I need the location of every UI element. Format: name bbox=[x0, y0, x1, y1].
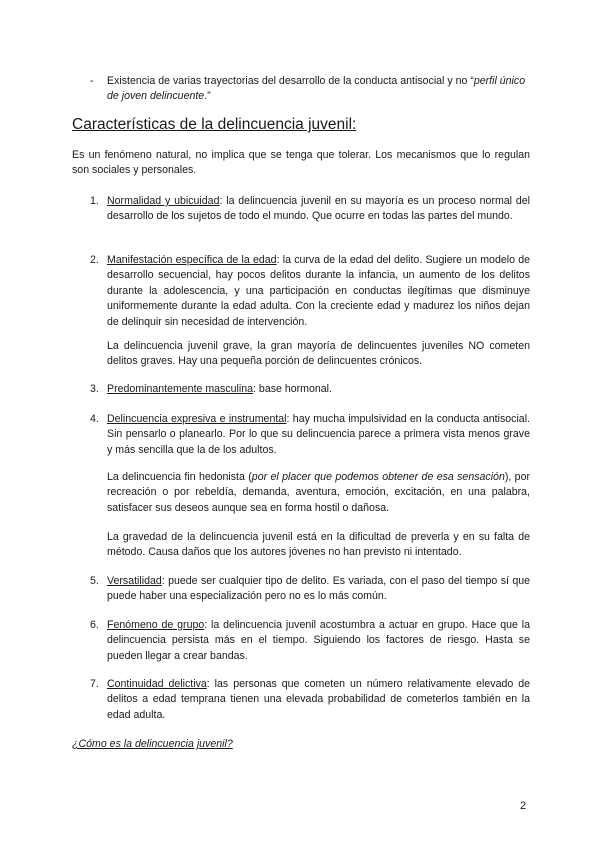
item-number: 5. bbox=[90, 575, 99, 587]
list-item-3 bbox=[90, 382, 530, 397]
item-number: 1. bbox=[90, 195, 99, 207]
item-term: Normalidad y ubicuidad bbox=[107, 195, 220, 207]
item-number: 3. bbox=[90, 383, 99, 395]
item-term: Predominantemente masculina bbox=[107, 383, 254, 395]
quote-close: .” bbox=[204, 90, 211, 103]
hedonist-text-end: ), por recreación o por rebeldía, demanda, aventura, emoción, excitación, en una palabra, satisfacer sus deseos aunque sea en forma hostil o dañosa. bbox=[107, 471, 530, 514]
bullet-item bbox=[90, 74, 530, 105]
item-number: 6. bbox=[90, 619, 99, 631]
item-text: : la curva de la edad del delito. Sugiere un modelo de desarrollo secuencial, hay pocos delitos durante la infancia, un aumento de los delitos durante la adolescencia, y una participación en conductas ilegítimas que disminuye uniformemente durante la edad adulta. Con la creciente edad y madurez los niños dejan de delinquir sin necesidad de intervención. bbox=[107, 254, 530, 328]
bullet-text: Existencia de varias trayectorias del desarrollo de la conducta antisocial y no bbox=[107, 75, 471, 87]
item-number: 7. bbox=[90, 678, 99, 690]
item-term: Versatilidad bbox=[107, 575, 162, 587]
item-4-hedonist-paragraph bbox=[107, 470, 530, 516]
item-text: : puede ser cualquier tipo de delito. Es variada, con el paso del tiempo sí que puede haber una especialización pero no es lo más común. bbox=[107, 575, 530, 603]
item-2-extra-paragraph: La delincuencia juvenil grave, la gran mayoría de delincuentes juveniles NO cometen delitos graves. Hay una pequeña porción de delincuentes crónicos. bbox=[107, 340, 530, 368]
hedonist-text-start: La delincuencia fin hedonista ( bbox=[107, 471, 252, 483]
list-item-5 bbox=[90, 574, 530, 605]
item-text: : hay mucha impulsividad en la conducta antisocial. Sin pensarlo o planearlo. Por lo que su delincuencia parece a primera vista menos grave y más sencilla que la de los adultos. bbox=[107, 413, 530, 456]
item-text: : las personas que cometen un número relativamente elevado de delitos a edad temprana tienen una elevada probabilidad de cometerlos también en la edad adulta. bbox=[107, 678, 530, 721]
list-item-4 bbox=[90, 412, 530, 458]
intro-paragraph: Es un fenómeno natural, no implica que se tenga que tolerar. Los mecanismos que lo regulan son sociales y personales. bbox=[72, 149, 530, 177]
list-item-1 bbox=[90, 194, 530, 225]
item-4-gravity-paragraph: La gravedad de la delincuencia juvenil está en la dificultad de preverla y en su falta de método. Causa daños que los autores jóvenes no han previsto ni intentado. bbox=[107, 531, 530, 559]
item-term: Delincuencia expresiva e instrumental bbox=[107, 413, 287, 425]
list-item-6 bbox=[90, 618, 530, 664]
list-item-2 bbox=[90, 253, 530, 330]
list-item-7 bbox=[90, 677, 530, 723]
item-number: 2. bbox=[90, 254, 99, 266]
bullet-quote-italic: perfil único de joven delincuente bbox=[107, 75, 526, 103]
dash-marker: - bbox=[90, 75, 94, 87]
item-term: Fenómeno de grupo bbox=[107, 619, 205, 631]
item-text: : base hormonal. bbox=[253, 383, 332, 395]
item-text: : la delincuencia juvenil en su mayoría es un proceso normal del desarrollo de los sujetos de todo el mundo. Que ocurre en todas las partes del mundo. bbox=[107, 195, 530, 223]
question-heading: ¿Cómo es la delincuencia juvenil? bbox=[72, 738, 233, 750]
item-number: 4. bbox=[90, 413, 99, 425]
item-term: Continuidad delictiva bbox=[107, 678, 207, 690]
hedonist-italic: por el placer que podemos obtener de esa sensación bbox=[251, 471, 505, 483]
item-text: : la delincuencia juvenil acostumbra a actuar en grupo. Hace que la delincuencia persista más en el tiempo. Siguiendo los factores de riesgo. Hasta se pueden llegar a crear bandas. bbox=[107, 619, 530, 662]
section-heading: Características de la delincuencia juvenil: bbox=[72, 116, 357, 133]
quote-open: “ bbox=[470, 75, 474, 87]
item-term: Manifestación específica de la edad bbox=[107, 254, 277, 266]
page-number: 2 bbox=[520, 800, 527, 812]
